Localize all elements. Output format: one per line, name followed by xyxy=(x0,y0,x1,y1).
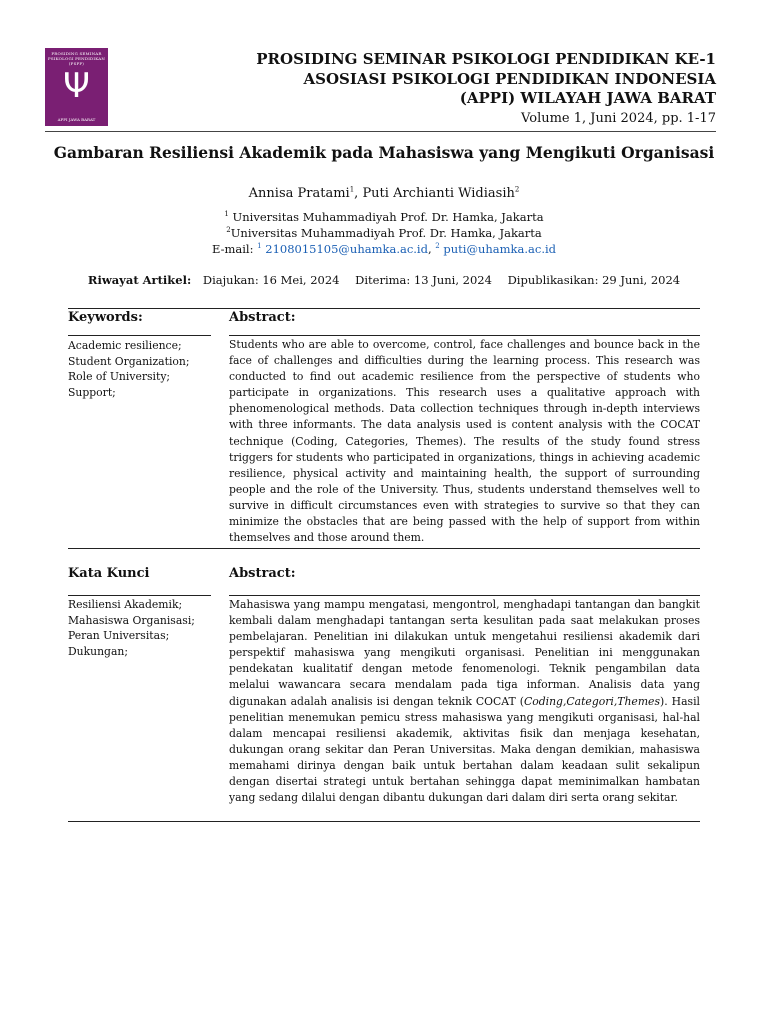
keyword-item: Academic resilience; xyxy=(68,339,182,352)
keywords-list xyxy=(68,338,218,400)
affiliation-1 xyxy=(0,210,768,224)
affiliation-2 xyxy=(0,226,768,240)
abstract-rule xyxy=(229,595,700,596)
abstrak-part-2: ). Hasil penelitian menemukan pemicu stress mahasiswa yang mengikuti organisasi, hal-hal dalam mencapai resiliensi akademik, aktivitas fisik dan menjaga kesehatan, dukungan orang sekitar dan Peran Universitas. Maka dengan demikian, mahasiswa memahami dirinya dengan baik untuk bertahan dalam keadaan sulit sekalipun dengan disertai strategi untuk bertahan sehingga dapat meminimalkan hambatan yang sedang dilalui dengan dibantu dukungan dari dalam diri serta orang sekitar. xyxy=(229,694,700,805)
keywords-rule xyxy=(68,595,211,596)
abstrak-italic: Coding,Categori,Themes xyxy=(523,694,660,708)
history-published: Dipublikasikan: 29 Juni, 2024 xyxy=(507,273,681,287)
author-2-sup: 2 xyxy=(514,185,520,194)
volume-info: Volume 1, Juni 2024, pp. 1-17 xyxy=(521,111,716,126)
header-line-1: PROSIDING SEMINAR PSIKOLOGI PENDIDIKAN KE-1 xyxy=(256,50,716,68)
history-label: Riwayat Artikel: xyxy=(87,273,192,287)
email-1-sup: 1 xyxy=(257,242,262,251)
history-submitted: Diajukan: 16 Mei, 2024 xyxy=(202,273,340,287)
email-sep: , xyxy=(427,242,436,256)
section-top-rule xyxy=(68,308,700,309)
keywords-list xyxy=(68,597,218,659)
kata-kunci-heading: Kata Kunci xyxy=(68,566,150,581)
author-1: Annisa Pratami xyxy=(248,186,350,201)
email-line xyxy=(0,242,768,256)
keyword-item: Support; xyxy=(68,385,116,399)
header-divider xyxy=(45,131,716,132)
abstrak-part-1: Mahasiswa yang mampu mengatasi, mengontrol, menghadapi tantangan dan bangkit kembali dalam menghadapi tantangan serta kesulitan pada saat melakukan proses pembelajaran. Penelitian ini dilakukan untuk mengetahui resiliensi akademik dari perspektif mahasiswa yang mengikuti organisasi. Penelitian ini menggunakan pendekatan kualitatif dengan metode fenomenologi. Teknik pengambilan data melalui wawancara secara mendalam pada tiga informan. Analisis data yang digunakan adalah analisis isi dengan teknik COCAT ( xyxy=(229,598,700,708)
paper-title: Gambaran Resiliensi Akademik pada Mahasiswa yang Mengikuti Organisasi xyxy=(53,143,715,162)
header-line-3: (APPI) WILAYAH JAWA BARAT xyxy=(459,89,716,107)
keywords-rule xyxy=(68,335,211,336)
article-history xyxy=(0,273,768,287)
header-line-2: ASOSIASI PSIKOLOGI PENDIDIKAN INDONESIA xyxy=(303,69,716,88)
author-sep: , xyxy=(354,186,363,201)
keyword-item: Resiliensi Akademik; xyxy=(68,598,183,611)
author-1-sup: 1 xyxy=(349,185,355,194)
abstract-text: Students who are able to overcome, control, face challenges and bounce back in the face of challenges and difficulties during the learning process. This research was conducted to find out academic resilience from the perspective of students who participate in organizations. This research uses a qualitative approach with phenomenological methods. Data collection techniques through in-depth interviews with three informants. The data analysis used is content analysis with the COCAT technique (Coding, Categories, Themes). The results of the study found stress triggers for students who participated in organizations, things in achieving academic resilience, physical activity and maintaining health, the support of surrounding people and the role of the University. Thus, students understand themselves well to survive in difficult circumstances even with strategies to survive so that they can minimize the obstacles that are being passed with the help of support from within themselves and those around them. xyxy=(229,338,700,545)
affiliation-1-sup: 1 xyxy=(224,210,229,219)
journal-header xyxy=(256,50,716,109)
keyword-item: Peran Universitas; xyxy=(68,629,170,642)
keyword-item: Dukungan; xyxy=(68,644,128,658)
keywords-heading: Keywords: xyxy=(68,310,143,325)
abstract-heading: Abstract: xyxy=(229,566,296,581)
abstract-rule xyxy=(229,335,700,336)
abstrak-text xyxy=(229,597,700,806)
email-label: E-mail: xyxy=(211,242,258,256)
keyword-item: Student Organization; xyxy=(68,354,190,368)
authors xyxy=(0,186,768,201)
indonesian-abstract-section xyxy=(68,564,700,826)
history-accepted: Diterima: 13 Juni, 2024 xyxy=(355,273,492,287)
keyword-item: Mahasiswa Organisasi; xyxy=(68,613,195,627)
section-bottom-rule xyxy=(68,821,700,822)
psi-icon: Ψ xyxy=(63,66,90,106)
english-abstract-section xyxy=(68,308,700,553)
section-bottom-rule xyxy=(68,548,700,549)
abstract-heading: Abstract: xyxy=(229,310,296,325)
keyword-item: Role of University; xyxy=(68,370,171,383)
logo-bottom-text: APPI JAWA BARAT xyxy=(57,117,96,122)
affiliation-1-text: Universitas Muhammadiyah Prof. Dr. Hamka, Jakarta xyxy=(232,210,544,224)
logo-top-text: PROSIDING SEMINAR PSIKOLOGI PENDIDIKAN (PSPP) xyxy=(47,51,106,66)
journal-logo xyxy=(45,48,108,126)
email-1-link[interactable]: 2108015105@uhamka.ac.id xyxy=(265,242,428,256)
author-2: Puti Archianti Widiasih xyxy=(362,186,515,201)
affiliation-2-sup: 2 xyxy=(226,226,231,235)
email-2-sup: 2 xyxy=(435,242,440,251)
email-2-link[interactable]: puti@uhamka.ac.id xyxy=(443,242,557,256)
affiliation-2-text: Universitas Muhammadiyah Prof. Dr. Hamka, Jakarta xyxy=(230,226,542,240)
